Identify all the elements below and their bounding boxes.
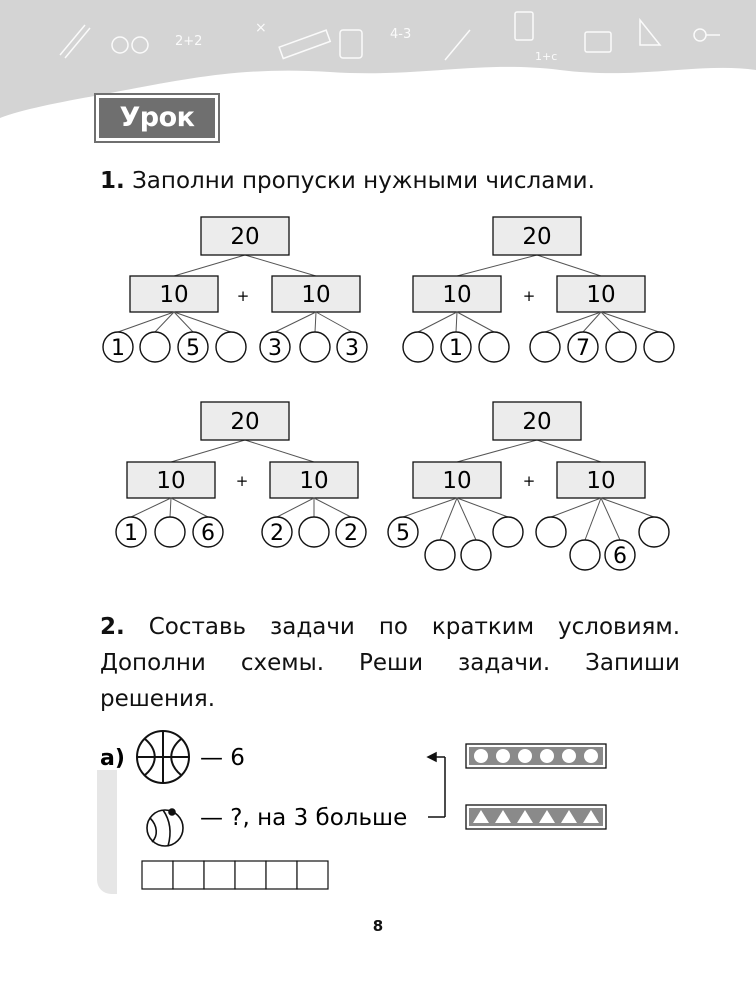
right-part-box <box>557 462 645 498</box>
answer-circle[interactable] <box>336 517 366 547</box>
answer-circle[interactable] <box>103 332 133 362</box>
answer-circle[interactable] <box>570 540 600 570</box>
left-part-box <box>413 462 501 498</box>
triangle-strip <box>466 805 606 829</box>
svg-text:1: 1 <box>124 521 138 546</box>
plus-sign: + <box>522 472 536 490</box>
task2-number: 2. <box>100 614 125 640</box>
basketball-icon <box>137 731 189 783</box>
svg-text:5: 5 <box>186 336 200 361</box>
svg-text:2: 2 <box>344 521 358 546</box>
svg-text:×: × <box>255 20 267 36</box>
svg-text:10: 10 <box>299 468 329 494</box>
svg-text:1: 1 <box>449 336 463 361</box>
svg-text:3: 3 <box>345 336 359 361</box>
answer-cell[interactable] <box>266 861 297 889</box>
svg-text:20: 20 <box>522 409 552 435</box>
strip-circle <box>518 749 532 763</box>
bracket-arrow <box>428 753 445 817</box>
left-part-box <box>413 276 501 312</box>
svg-text:10: 10 <box>586 282 616 308</box>
strip-circle <box>584 749 598 763</box>
answer-circle[interactable] <box>262 517 292 547</box>
svg-text:10: 10 <box>159 282 189 308</box>
part-a-scheme <box>0 720 756 900</box>
answer-circle[interactable] <box>461 540 491 570</box>
part-a-line2: — ?, на 3 больше <box>200 805 408 831</box>
svg-text:4-3: 4-3 <box>390 27 412 42</box>
part-a-label: а) <box>100 746 125 771</box>
svg-text:10: 10 <box>442 468 472 494</box>
answer-cell[interactable] <box>173 861 204 889</box>
svg-text:6: 6 <box>613 544 627 569</box>
number-tree <box>116 402 366 547</box>
right-part-box <box>557 276 645 312</box>
answer-circle[interactable] <box>299 517 329 547</box>
answer-circle[interactable] <box>605 540 635 570</box>
svg-text:5: 5 <box>396 521 410 546</box>
beach-ball-icon <box>147 809 183 846</box>
right-part-box <box>270 462 358 498</box>
answer-circle[interactable] <box>140 332 170 362</box>
lesson-badge: Урок 63 <box>96 95 218 141</box>
task2-text: Составь задачи по кратким условиям. Дополни схемы. Реши задачи. Запиши решения. <box>100 614 681 712</box>
answer-circle[interactable] <box>536 517 566 547</box>
answer-circle[interactable] <box>193 517 223 547</box>
answer-circle[interactable] <box>639 517 669 547</box>
svg-text:20: 20 <box>522 224 552 250</box>
strip-circle <box>474 749 488 763</box>
circle-strip <box>466 744 606 768</box>
answer-circle[interactable] <box>530 332 560 362</box>
svg-text:1+c: 1+c <box>535 50 558 63</box>
total-box <box>201 402 289 440</box>
plus-sign: + <box>522 287 536 305</box>
task2-instruction <box>100 609 680 717</box>
number-tree <box>388 402 669 570</box>
answer-circle[interactable] <box>388 517 418 547</box>
answer-cell[interactable] <box>235 861 266 889</box>
answer-cells <box>142 861 328 889</box>
answer-circle[interactable] <box>216 332 246 362</box>
answer-circle[interactable] <box>441 332 471 362</box>
svg-text:10: 10 <box>301 282 331 308</box>
left-part-box <box>130 276 218 312</box>
task1-number: 1. <box>100 168 125 194</box>
total-box <box>493 402 581 440</box>
answer-cell[interactable] <box>297 861 328 889</box>
answer-circle[interactable] <box>300 332 330 362</box>
answer-circle[interactable] <box>155 517 185 547</box>
answer-circle[interactable] <box>479 332 509 362</box>
right-part-box <box>272 276 360 312</box>
svg-text:7: 7 <box>576 336 590 361</box>
answer-circle[interactable] <box>606 332 636 362</box>
answer-cell[interactable] <box>142 861 173 889</box>
answer-circle[interactable] <box>493 517 523 547</box>
svg-text:20: 20 <box>230 224 260 250</box>
answer-circle[interactable] <box>116 517 146 547</box>
strip-circle <box>562 749 576 763</box>
svg-text:3: 3 <box>268 336 282 361</box>
svg-text:10: 10 <box>156 468 186 494</box>
plus-sign: + <box>235 472 249 490</box>
svg-text:10: 10 <box>442 282 472 308</box>
page-number: 8 <box>372 917 384 935</box>
answer-circle[interactable] <box>644 332 674 362</box>
answer-circle[interactable] <box>337 332 367 362</box>
svg-text:2+2: 2+2 <box>175 34 203 49</box>
part-a-line1: — 6 <box>200 745 245 771</box>
strip-circle <box>496 749 510 763</box>
svg-text:10: 10 <box>586 468 616 494</box>
answer-circle[interactable] <box>403 332 433 362</box>
svg-text:20: 20 <box>230 409 260 435</box>
number-trees <box>0 200 756 580</box>
strip-circle <box>540 749 554 763</box>
svg-text:6: 6 <box>201 521 215 546</box>
answer-circle[interactable] <box>425 540 455 570</box>
plus-sign: + <box>236 287 250 305</box>
answer-circle[interactable] <box>178 332 208 362</box>
answer-cell[interactable] <box>204 861 235 889</box>
task1-text: Заполни пропуски нужными числами. <box>132 168 595 194</box>
left-part-box <box>127 462 215 498</box>
total-box <box>201 217 289 255</box>
answer-circle[interactable] <box>260 332 290 362</box>
number-tree <box>103 217 367 362</box>
number-tree <box>403 217 674 362</box>
svg-text:2: 2 <box>270 521 284 546</box>
answer-circle[interactable] <box>568 332 598 362</box>
task1-instruction <box>100 163 595 199</box>
svg-text:1: 1 <box>111 336 125 361</box>
total-box <box>493 217 581 255</box>
